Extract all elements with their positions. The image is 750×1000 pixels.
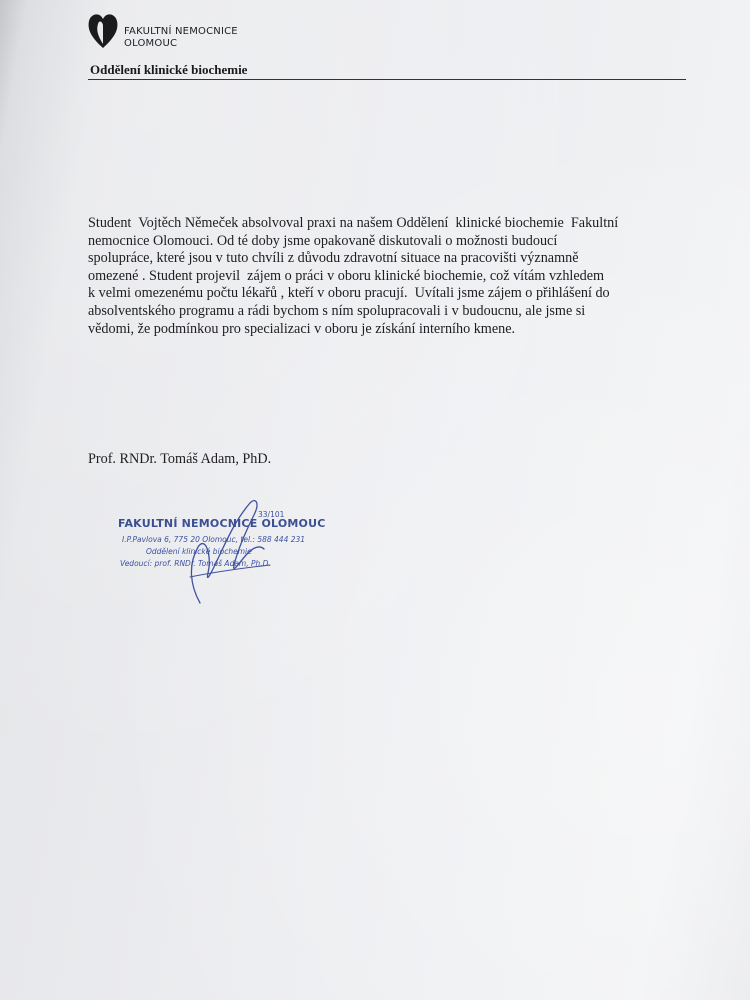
stamp-department: Oddělení klinické biochemie (146, 547, 252, 556)
logo-org-line2: OLOMOUC (124, 38, 178, 49)
body-line: vědomi, že podmínkou pro specializaci v oboru je získání interního kmene. (88, 320, 516, 337)
stamp-number: 33/101 (258, 510, 285, 519)
letter-body (88, 215, 728, 338)
hospital-logo (86, 10, 256, 54)
department-heading: Oddělení klinické biochemie (90, 62, 248, 77)
stamp-address: I.P.Pavlova 6, 775 20 Olomouc, tel.: 588 444 231 (122, 535, 306, 544)
header-divider (88, 79, 686, 80)
body-line: omezené . Student projevil zájem o práci v oboru klinické biochemie, což vítám vzhledem (88, 267, 605, 284)
body-line: spolupráce, které jsou v tuto chvíli z důvodu zdravotní situace na pracovišti významně (88, 250, 579, 267)
heart-logo-icon (86, 10, 120, 50)
signatory-name: Prof. RNDr. Tomáš Adam, PhD. (88, 451, 272, 467)
stamp-head: Vedoucí: prof. RNDr. Tomáš Adam, Ph.D. (120, 559, 271, 568)
handwritten-signature (160, 495, 300, 610)
body-line: nemocnice Olomouci. Od té doby jsme opakovaně diskutovali o možnosti budoucí (88, 232, 558, 249)
body-line: Student Vojtěch Němeček absolvoval praxi na našem Oddělení klinické biochemie Fakultní (88, 215, 619, 231)
body-line: absolventského programu a rádi bychom s ním spolupracovali i v budoucnu, ale jsme si (88, 302, 586, 319)
stamp-org: FAKULTNÍ NEMOCNICE OLOMOUC (118, 517, 326, 530)
body-line: k velmi omezenému počtu lékařů , kteří v oboru pracují. Uvítali jsme zájem o přihlášení do (88, 285, 610, 302)
logo-org-line1: FAKULTNÍ NEMOCNICE (124, 26, 238, 37)
